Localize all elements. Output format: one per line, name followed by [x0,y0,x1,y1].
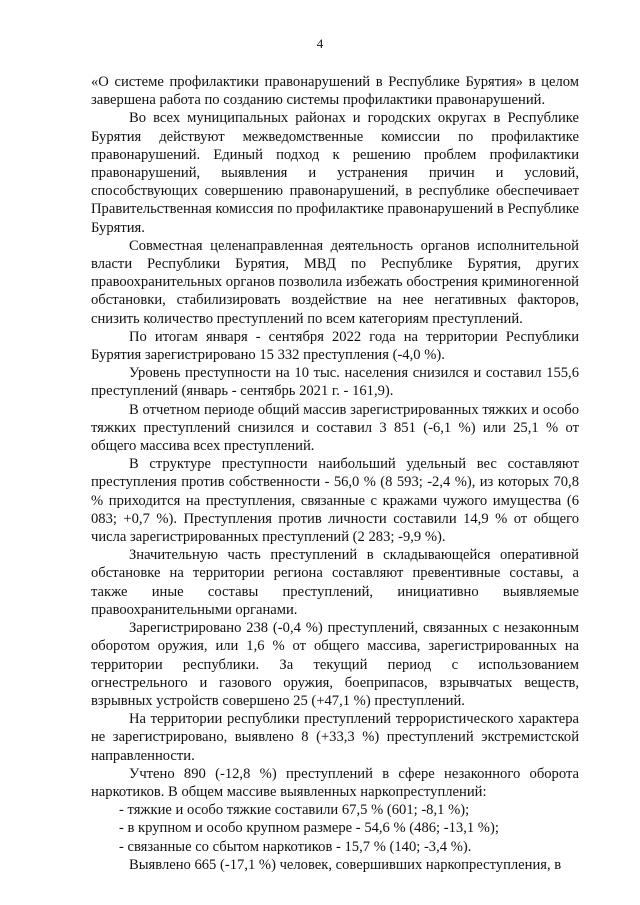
paragraph-drug-offenders: Выявлено 665 (-17,1 %) человек, совершивших наркопреступления, в [129,856,562,873]
paragraph-crime-structure: В структуре преступности наибольший удельный вес составляют преступления против собственности - 56,0 % (8 593; -2,4 %), из которых 70,8 % приходится на преступления, связанные с кражами чужого имущества (6 083; +0,7 %). Преступления против личности составили 14,9 % от общего числа зарегистрированных преступлений (2 283; -9,9 %). [91,456,579,546]
paragraph-weapons: Зарегистрировано 238 (-0,4 %) преступлений, связанных с незаконным оборотом оружия, или 1,6 % от общего массива, зарегистрированных на территории республики. За текущий период с использованием огнестрельного и газового оружия, боеприпасов, взрывчатых веществ, взрывных устройств совершено 25 (+47,1 %) преступлений. [91,620,579,709]
document-body [91,73,579,874]
list-item: - связанные со сбытом наркотиков - 15,7 % (140; -3,4 %). [119,838,472,855]
paragraph-terrorism: На территории республики преступлений террористического характера не зарегистрировано, выявлено 8 (+33,3 %) преступлений экстремистской направленности. [91,711,579,764]
paragraph-grave-crimes: В отчетном периоде общий массив зарегистрированных тяжких и особо тяжких преступлений снизился и составил 3 851 (-6,1 %) или 25,1 % от общего массива всех преступлений. [91,401,579,455]
page-number: 4 [316,36,324,51]
paragraph-crime-level: Уровень преступности на 10 тыс. населения снизился и составил 155,6 преступлений (январь - сентябрь 2021 г. - 161,9). [91,365,579,400]
paragraph-registered-crimes: По итогам января - сентября 2022 года на территории Республики Бурятия зарегистрировано 15 332 преступления (-4,0 %). [91,328,579,364]
paragraph-joint-activity: Совместная целенаправленная деятельность органов исполнительной власти Республики Бурятия, МВД по Республике Бурятия, других правоохранительных органов позволила избежать обострения криминогенной обстановки, стабилизировать воздействие на нее негативных факторов, снизить количество преступлений по всем категориям преступлений. [91,237,579,327]
list-item: - тяжкие и особо тяжкие составили 67,5 % (601; -8,1 %); [119,802,470,819]
paragraph-commissions: Во всех муниципальных районах и городских округах в Республике Бурятия действуют межведомственные комиссии по профилактике правонарушений. Единый подход к решению проблем профилактики правонарушений, выявления и устранения причин и условий, способствующих совершению правонарушений, в республике обеспечивает Правительственная комиссия по профилактике правонарушений в Республике Бурятия. [91,110,579,236]
paragraph-continuation: «О системе профилактики правонарушений в Республике Бурятия» в целом завершена работа по созданию системы профилактики правонарушений. [91,74,579,109]
list-item: - в крупном и особо крупном размере - 54,6 % (486; -13,1 %); [119,820,499,837]
paragraph-narcotics: Учтено 890 (-12,8 %) преступлений в сфере незаконного оборота наркотиков. В общем массиве выявленных наркопреступлений: [91,765,579,800]
paragraph-preventive: Значительную часть преступлений в складывающейся оперативной обстановке на территории региона составляют превентивные составы, а также иные составы преступлений, инициативно выявляемые правоохранительными органами. [91,547,579,618]
